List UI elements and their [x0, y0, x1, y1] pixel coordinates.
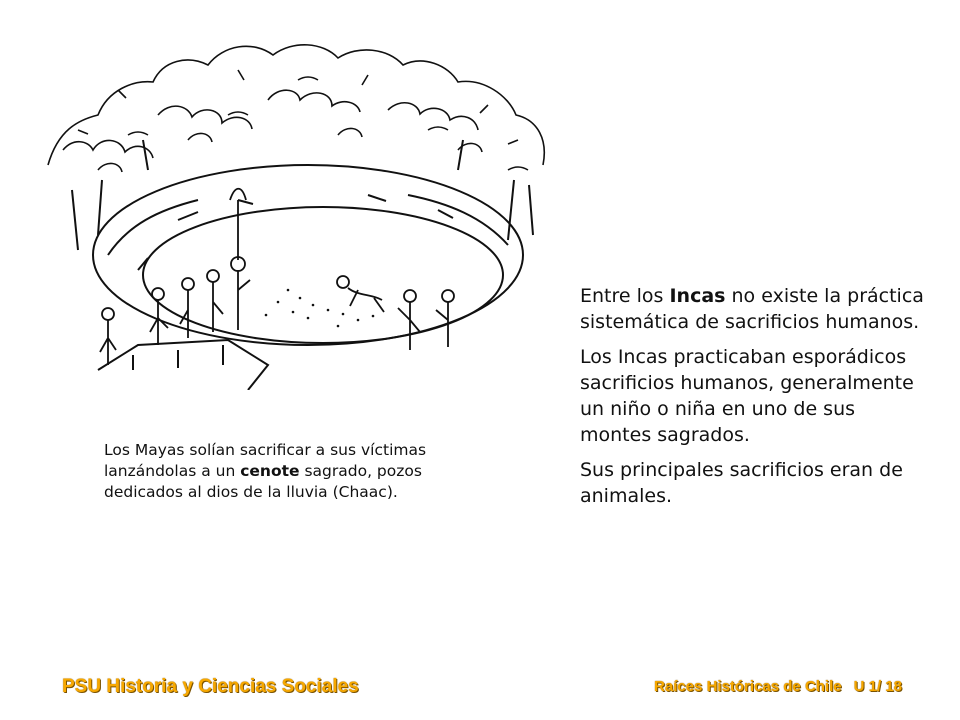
image-caption: Los Mayas solían sacrificar a sus víctimas lanzándolas a un cenote sagrado, pozos dedicados al dios de la lluvia (Chaac).	[104, 441, 427, 501]
cenote-illustration	[38, 20, 558, 390]
cenote-water	[265, 289, 375, 328]
course-title: PSU Historia y Ciencias Sociales	[62, 676, 359, 697]
paragraph-animal-sacrifices: Sus principales sacrificios eran de animales.	[580, 459, 903, 507]
inca-text	[580, 283, 930, 518]
paragraph-incas-sporadic: Los Incas practicaban esporádicos sacrificios humanos, generalmente un niño o niña en uno de sus montes sagrados.	[580, 346, 914, 446]
unit-title: Raíces Históricas de Chile	[654, 678, 842, 695]
tree-canopy	[48, 45, 544, 172]
stone-platform	[98, 340, 268, 390]
paragraph-incas-practice: Entre los Incas no existe la práctica sistemática de sacrificios humanos.	[580, 285, 924, 333]
page-number: U 1/ 18	[853, 678, 902, 695]
attendants	[398, 290, 454, 350]
falling-victim	[337, 276, 384, 312]
slide-reference	[654, 678, 902, 695]
